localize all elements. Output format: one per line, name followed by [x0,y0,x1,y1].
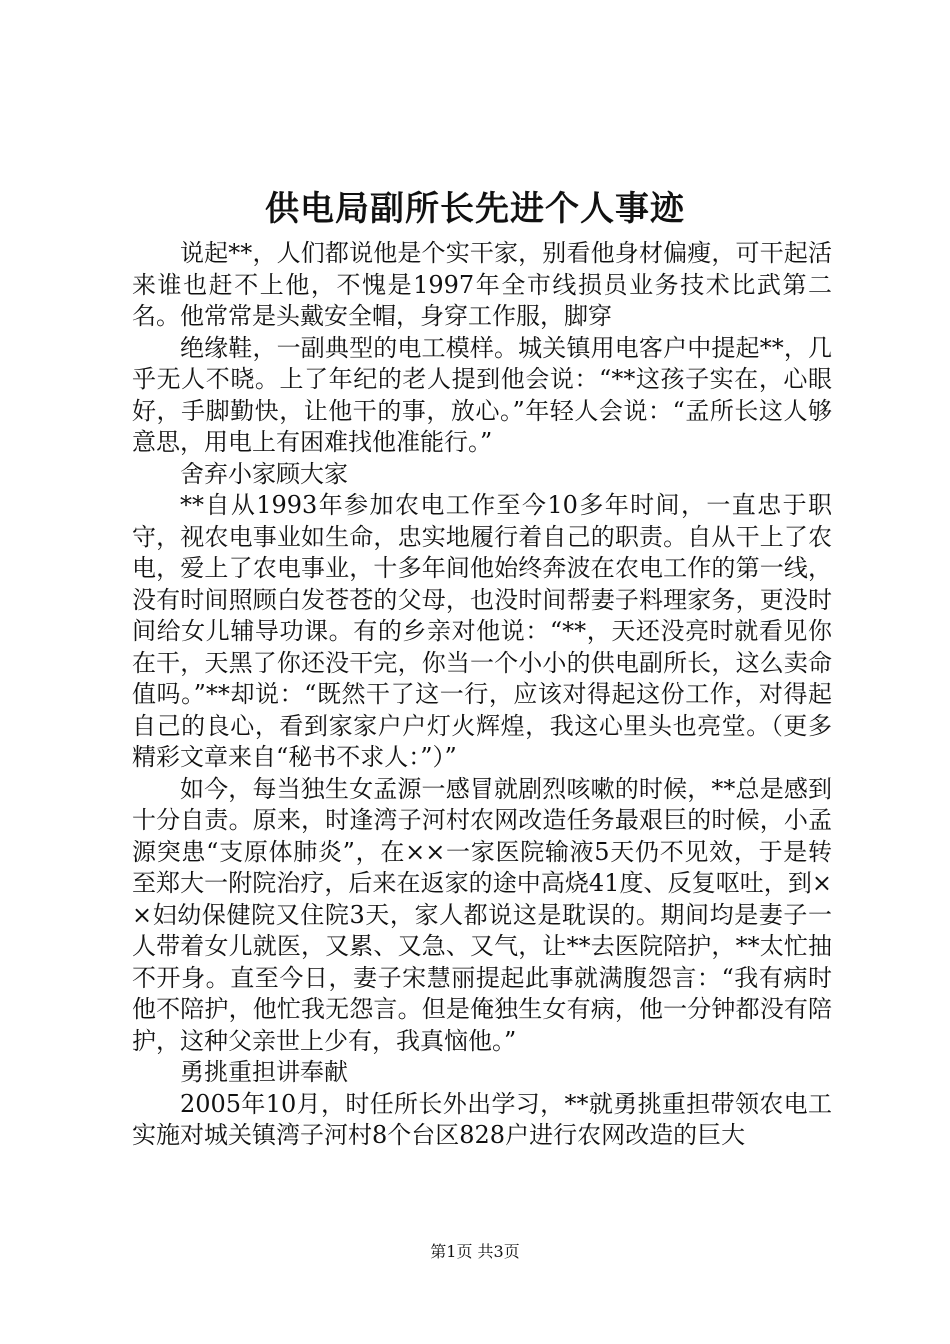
document-body [132,238,832,1152]
paragraph-network-upgrade: 2005年10月，时任所长外出学习，**就勇挑重担带领农电工实施对城关镇湾子河村8个台区828户进行农网改造的巨大 [132,1089,832,1149]
page-footer: 第1页 共3页 [430,1242,520,1261]
paragraph-appearance: 绝缘鞋，一副典型的电工模样。城关镇用电客户中提起**，几乎无人不晓。上了年纪的老人提到他会说：“**这孩子实在，心眼好，手脚勤快，让他干的事，放心。”年轻人会说：“孟所长这人够意思，用电上有困难找他准能行。” [132,333,832,456]
paragraph-dedication: **自从1993年参加农电工作至今10多年时间，一直忠于职守，视农电事业如生命，忠实地履行着自己的职责。自从干上了农电，爱上了农电事业，十多年间他始终奔波在农电工作的第一线，没有时间照顾白发苍苍的父母，也没时间帮妻子料理家务，更没时间给女儿辅导功课。有的乡亲对他说：“**，天还没亮时就看见你在干，天黑了你还没干完，你当一个小小的供电副所长，这么卖命值吗。”**却说：“既然干了这一行，应该对得起这份工作，对得起自己的良心，看到家家户户灯火辉煌，我这心里头也亮堂。（更多精彩文章来自“秘书不求人：”）” [132,491,832,771]
paragraph-daughter: 如今，每当独生女孟源一感冒就剧烈咳嗽的时候，**总是感到十分自责。原来，时逢湾子河村农网改造任务最艰巨的时候，小孟源突患“支原体肺炎”，在××一家医院输液5天仍不见效，于是转至郑大一附院治疗，后来在返家的途中高烧41度、反复呕吐，到××妇幼保健院又住院3天，家人都说这是耽误的。期间均是妻子一人带着女儿就医，又累、又急、又气，让**去医院陪护，**太忙抽不开身。直至今日，妻子宋慧丽提起此事就满腹怨言：“我有病时他不陪护，他忙我无怨言。但是俺独生女有病，他一分钟都没有陪护，这种父亲世上少有，我真恼他。” [132,774,832,1055]
document-title: 供电局副所长先进个人事迹 [265,189,685,229]
paragraph-intro: 说起**，人们都说他是个实干家，别看他身材偏瘦，可干起活来谁也赶不上他，不愧是1997年全市线损员业务技术比武第二名。他常常是头戴安全帽，身穿工作服，脚穿 [132,239,832,330]
section-heading-responsibility: 勇挑重担讲奉献 [180,1058,348,1086]
section-heading-family: 舍弃小家顾大家 [180,459,348,488]
